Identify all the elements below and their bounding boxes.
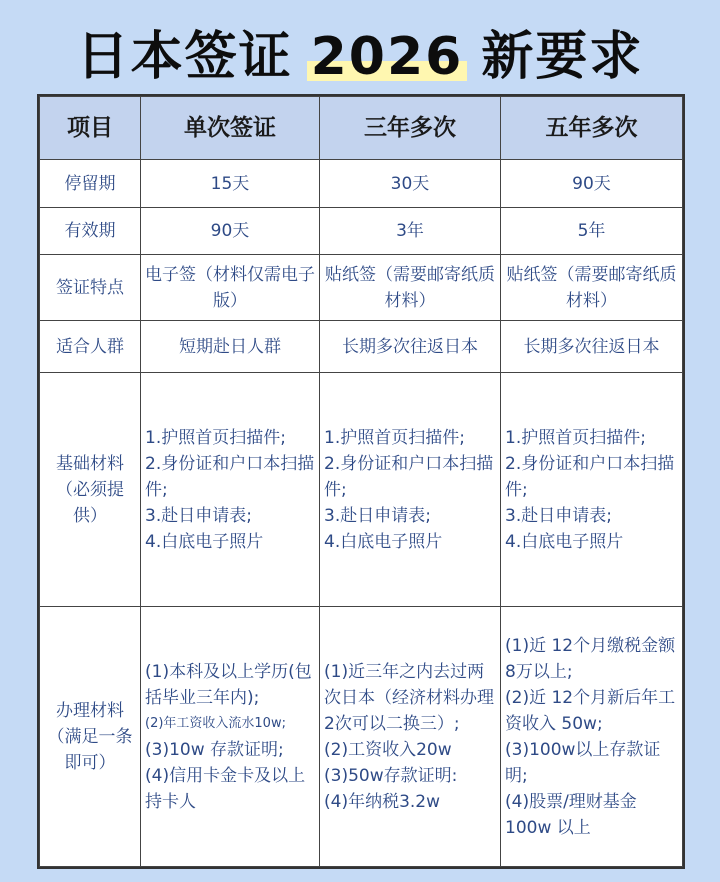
title-area	[0, 0, 720, 90]
basic-single-item: 3.赴日申请表;	[145, 505, 252, 526]
row-process	[40, 607, 683, 867]
label-stay: 停留期	[40, 160, 141, 208]
basic-single-item: 4.白底电子照片	[145, 531, 264, 552]
basic-five	[501, 373, 683, 607]
basic-single-item: 1.护照首页扫描件;	[145, 427, 286, 448]
title-part3: 新要求	[481, 27, 644, 87]
basic-three-item: 4.白底电子照片	[324, 531, 443, 552]
process-single-item: (2)年工资收入流水10w;	[145, 715, 286, 731]
process-five-item: (1)近 12个月缴税金额8万以上;	[505, 635, 676, 682]
process-five-item: (4)股票/理财基金100w 以上	[505, 791, 637, 838]
process-three-item: (3)50w存款证明:	[324, 765, 458, 786]
validity-five: 5年	[501, 208, 683, 255]
features-three: 贴纸签（需要邮寄纸质材料）	[320, 255, 501, 321]
process-five-item: (2)近 12个月新后年工资收入 50w;	[505, 687, 676, 734]
row-features	[40, 255, 683, 321]
stay-three: 30天	[320, 160, 501, 208]
row-stay	[40, 160, 683, 208]
title-year-highlight	[311, 27, 464, 87]
process-five-item: (3)100w以上存款证明;	[505, 739, 661, 786]
process-three-item: (2)工资收入20w	[324, 739, 452, 760]
header-single: 单次签证	[141, 97, 320, 160]
basic-five-item: 1.护照首页扫描件;	[505, 427, 646, 448]
process-three-item: (1)近三年之内去过两次日本（经济材料办理2次可以二换三）;	[324, 661, 494, 734]
process-single-item: (3)10w 存款证明;	[145, 739, 284, 760]
stay-five: 90天	[501, 160, 683, 208]
header-three-year: 三年多次	[320, 97, 501, 160]
title-part1: 日本签证	[76, 27, 293, 87]
basic-five-item: 4.白底电子照片	[505, 531, 624, 552]
audience-three: 长期多次往返日本	[320, 321, 501, 373]
row-validity	[40, 208, 683, 255]
features-five: 贴纸签（需要邮寄纸质材料）	[501, 255, 683, 321]
basic-three-item: 1.护照首页扫描件;	[324, 427, 465, 448]
audience-five: 长期多次往返日本	[501, 321, 683, 373]
validity-three: 3年	[320, 208, 501, 255]
basic-single-item: 2.身份证和户口本扫描件;	[145, 453, 315, 500]
label-features: 签证特点	[40, 255, 141, 321]
audience-single: 短期赴日人群	[141, 321, 320, 373]
stay-single: 15天	[141, 160, 320, 208]
basic-three-item: 3.赴日申请表;	[324, 505, 431, 526]
features-single: 电子签（材料仅需电子版）	[141, 255, 320, 321]
label-process: 办理材料（满足一条即可）	[40, 607, 141, 867]
label-basic: 基础材料（必须提供）	[40, 373, 141, 607]
process-five	[501, 607, 683, 867]
header-row	[40, 97, 683, 160]
basic-three-item: 2.身份证和户口本扫描件;	[324, 453, 494, 500]
row-audience	[40, 321, 683, 373]
label-validity: 有效期	[40, 208, 141, 255]
basic-single	[141, 373, 320, 607]
row-basic	[40, 373, 683, 607]
validity-single: 90天	[141, 208, 320, 255]
title-part2: 2026	[310, 27, 464, 87]
process-single	[141, 607, 320, 867]
page-title	[0, 14, 720, 89]
label-audience: 适合人群	[40, 321, 141, 373]
process-single-item: (4)信用卡金卡及以上持卡人	[145, 765, 306, 812]
basic-three	[320, 373, 501, 607]
visa-table	[39, 96, 683, 867]
header-five-year: 五年多次	[501, 97, 683, 160]
process-three-item: (4)年纳税3.2w	[324, 791, 441, 812]
process-single-item: (1)本科及以上学历(包括毕业三年内);	[145, 661, 312, 708]
basic-five-item: 2.身份证和户口本扫描件;	[505, 453, 675, 500]
process-three	[320, 607, 501, 867]
basic-five-item: 3.赴日申请表;	[505, 505, 612, 526]
header-item: 项目	[40, 97, 141, 160]
